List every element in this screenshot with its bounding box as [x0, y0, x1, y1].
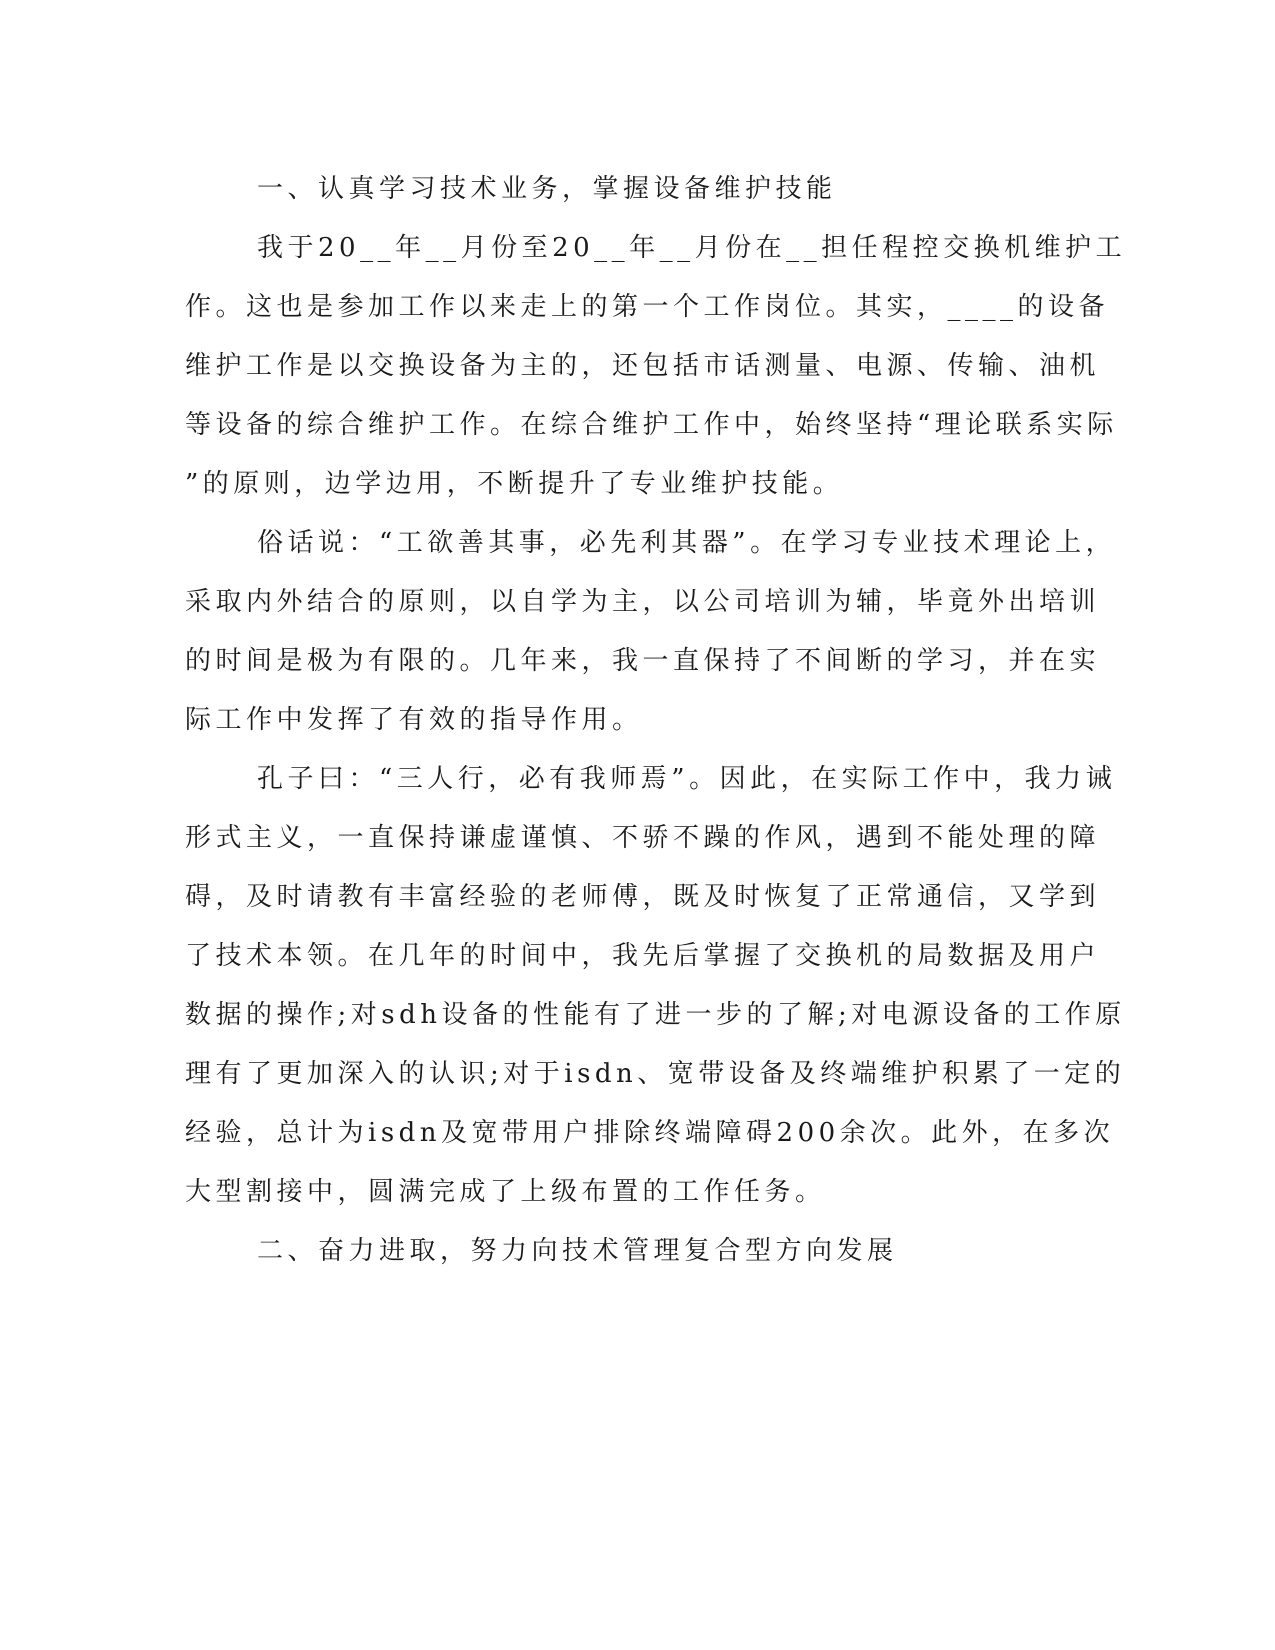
document-body	[185, 160, 1127, 1281]
paragraph-line: 碍，及时请教有丰富经验的老师傅，既及时恢复了正常通信，又学到	[185, 882, 1101, 912]
paragraph-line: 的时间是极为有限的。几年来，我一直保持了不间断的学习，并在实	[185, 646, 1101, 676]
paragraph-line: 作。这也是参加工作以来走上的第一个工作岗位。其实，____的设备	[185, 292, 1110, 322]
paragraph-line: 理有了更加深入的认识;对于isdn、宽带设备及终端维护积累了一定的	[185, 1059, 1126, 1089]
paragraph-line: 数据的操作;对sdh设备的性能有了进一步的了解;对电源设备的工作原	[185, 1000, 1126, 1030]
paragraph-line: 我于20__年__月份至20__年__月份在__担任程控交换机维护工	[257, 233, 1127, 263]
section-heading-2: 二、奋力进取，努力向技术管理复合型方向发展	[257, 1236, 898, 1266]
paragraph-line: 采取内外结合的原则，以自学为主，以公司培训为辅，毕竟外出培训	[185, 587, 1101, 617]
paragraph-line: 经验，总计为isdn及宽带用户排除终端障碍200余次。此外，在多次	[185, 1118, 1115, 1148]
paragraph-line: 维护工作是以交换设备为主的，还包括市话测量、电源、传输、油机	[185, 351, 1101, 381]
paragraph-line: 大型割接中，圆满完成了上级布置的工作任务。	[185, 1177, 826, 1207]
section-heading-1: 一、认真学习技术业务，掌握设备维护技能	[257, 174, 837, 204]
paragraph-line: 俗话说：“工欲善其事，必先利其器”。在学习专业技术理论上，	[257, 528, 1117, 558]
paragraph-line: 孔子曰：“三人行，必有我师焉”。因此，在实际工作中，我力诫	[257, 764, 1117, 794]
paragraph-line: 等设备的综合维护工作。在综合维护工作中，始终坚持“理论联系实际	[185, 410, 1118, 440]
paragraph-line: 际工作中发挥了有效的指导作用。	[185, 705, 643, 735]
paragraph-line: ”的原则，边学边用，不断提升了专业维护技能。	[185, 469, 844, 499]
paragraph-line: 了技术本领。在几年的时间中，我先后掌握了交换机的局数据及用户	[185, 941, 1101, 971]
paragraph-line: 形式主义，一直保持谦虚谨慎、不骄不躁的作风，遇到不能处理的障	[185, 823, 1101, 853]
